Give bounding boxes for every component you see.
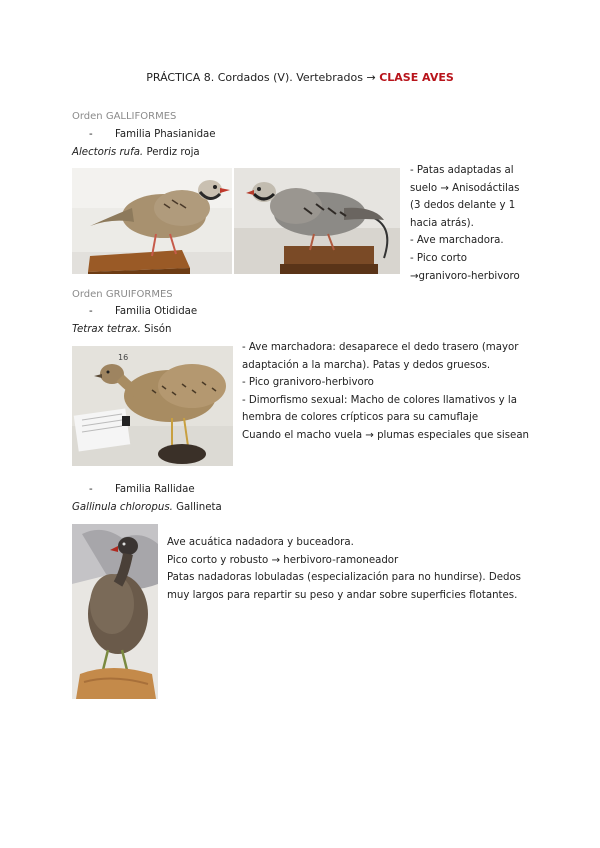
family-dash: -	[89, 129, 93, 140]
photo-moorhen	[72, 524, 158, 699]
note-line: →granivoro-herbivoro	[410, 270, 520, 282]
photo-partridge-2	[234, 168, 400, 274]
note-line: - Dimorfismo sexual: Macho de colores llamativos y la	[242, 394, 517, 406]
species-alectoris-rufa	[72, 147, 200, 158]
note-line: - Ave marchadora: desaparece el dedo trasero (mayor	[242, 342, 519, 353]
note-line: Pico corto y robusto → herbivoro-ramoneador	[167, 554, 399, 566]
note-line: - Pico granivoro-herbivoro	[242, 377, 374, 389]
order-galliformes-heading: Orden GALLIFORMES	[72, 111, 177, 122]
species-common-name: Sisón	[144, 324, 172, 335]
note-line: - Pico corto	[410, 252, 467, 264]
note-line: hembra de colores crípticos para su camuflaje	[242, 412, 479, 424]
notes-gallinula-chloropus	[167, 534, 521, 604]
family-dash: -	[89, 306, 93, 317]
photo-partridge-1	[72, 168, 232, 274]
note-line: (3 dedos delante y 1	[410, 200, 516, 212]
title-prefix: PRÁCTICA 8. Cordados (V). Vertebrados →	[146, 71, 376, 84]
family-label: Familia Phasianidae	[115, 129, 216, 140]
species-gallinula-chloropus	[72, 502, 222, 513]
species-latin-name: Gallinula chloropus.	[72, 502, 173, 513]
notes-tetrax-tetrax	[242, 339, 529, 445]
note-line: - Patas adaptadas al	[410, 165, 514, 176]
family-dash: -	[89, 484, 93, 495]
species-latin-name: Tetrax tetrax.	[72, 324, 141, 335]
note-line: Patas nadadoras lobuladas (especialización para no hundirse). Dedos	[167, 572, 521, 584]
order-gruiformes-heading: Orden GRUIFORMES	[72, 289, 173, 300]
species-latin-name: Alectoris rufa.	[72, 147, 144, 158]
note-line: Ave acuática nadadora y buceadora.	[167, 537, 354, 548]
specimen-tag-number: 16	[118, 353, 129, 362]
notes-alectoris-rufa	[410, 162, 520, 285]
title-class-highlight: CLASE AVES	[379, 71, 454, 84]
family-rallidae	[89, 484, 195, 495]
family-phasianidae	[89, 129, 216, 140]
note-line: adaptación a la marcha). Patas y dedos gruesos.	[242, 359, 491, 371]
family-label: Familia Otididae	[115, 306, 198, 317]
note-line: - Ave marchadora.	[410, 235, 504, 247]
family-otididae	[89, 306, 197, 317]
note-line: muy largos para repartir su peso y andar sobre superficies flotantes.	[167, 589, 518, 601]
species-common-name: Gallineta	[176, 502, 222, 513]
page-title	[0, 71, 600, 84]
family-label: Familia Rallidae	[115, 484, 195, 495]
note-line: suelo → Anisodáctilas	[410, 182, 520, 194]
species-tetrax-tetrax	[72, 324, 171, 335]
photo-little-bustard	[72, 346, 233, 466]
note-line: hacia atrás).	[410, 217, 474, 229]
note-line: Cuando el macho vuela → plumas especiales que sisean	[242, 429, 530, 441]
species-common-name: Perdiz roja	[146, 147, 200, 158]
